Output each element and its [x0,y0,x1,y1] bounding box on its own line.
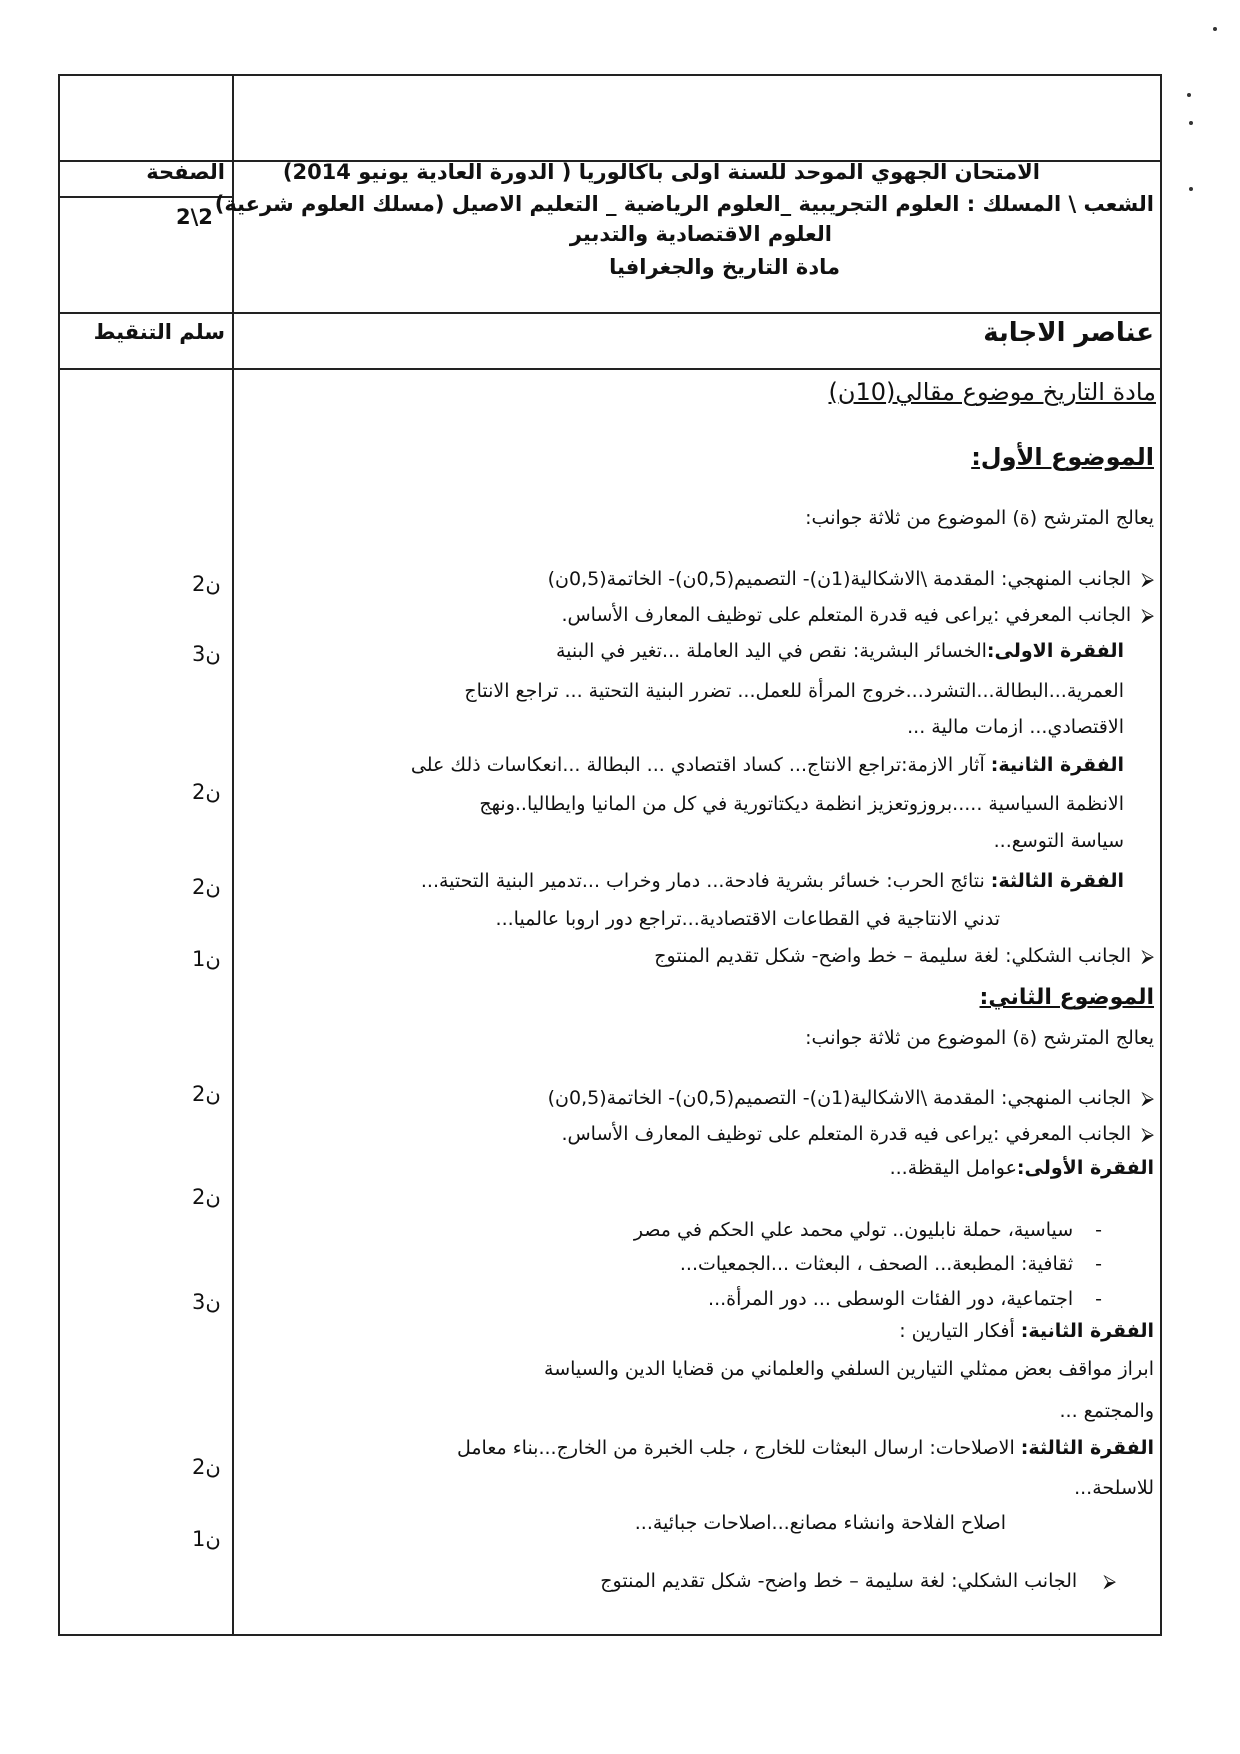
topic1-paragraph2-line2: الانظمة السياسية .....بروزوتعزيز انظمة ديكتاتورية في كل من المانيا وايطاليا..ونهج [479,793,1124,815]
section-title: مادة التاريخ موضوع مقالي(10ن) [828,378,1156,406]
bullet-arrow-icon: ⮚ [1141,1124,1154,1145]
topic1-intro: يعالج المترشح (ة) الموضوع من ثلاثة جوانب: [805,507,1154,529]
topic2-list-item: -ثقافية: المطبعة... الصحف ، البعثات ...الجمعيات... [679,1253,1102,1275]
topic1-method: ⮚الجانب المنهجي: المقدمة \الاشكالية(1ن)- التصميم(0,5ن)- الخاتمة(0,5ن) [547,568,1154,590]
topic2-score-method: 2ن [192,1082,221,1106]
topic2-paragraph2: الفقرة الثانية: أفكار التيارين : [899,1320,1154,1342]
exam-streams-continued: العلوم الاقتصادية والتدبير [569,222,832,246]
topic1-score-p1: 3ن [192,642,221,666]
topic2-paragraph3-line2: للاسلحة... [1074,1477,1154,1499]
topic2-paragraph3-line3: اصلاح الفلاحة وانشاء مصانع...اصلاحات جبائية... [634,1512,1006,1534]
scan-speck [1189,121,1193,125]
topic2-score-p3: 2ن [192,1455,221,1479]
scan-speck [1213,27,1217,31]
topic1-form: ⮚الجانب الشكلي: لغة سليمة – خط واضح- شكل تقديم المنتوج [654,945,1154,967]
topic2-paragraph2-line1: ابراز مواقف بعض ممثلي التيارين السلفي والعلماني من قضايا الدين والسياسة [544,1358,1154,1380]
topic1-score-form: 1ن [192,947,221,971]
topic2-score-p1: 2ن [192,1185,221,1209]
grading-column-header: سلم التنقيط [93,320,225,344]
exam-title: الامتحان الجهوي الموحد للسنة اولى باكالوريا ( الدورة العادية يونيو 2014) [282,160,1040,184]
answers-column-header: عناصر الاجابة [983,318,1154,348]
row-divider-columns [58,368,1162,370]
exam-subject: مادة التاريخ والجغرافيا [609,255,840,279]
topic2-paragraph2-line2: والمجتمع ... [1059,1400,1154,1422]
topic1-paragraph1: الفقرة الاولى:الخسائر البشرية: نقص في اليد العاملة ...تغير في البنية [555,640,1124,662]
topic2-score-p2: 3ن [192,1290,221,1314]
bullet-arrow-icon: ⮚ [1141,569,1154,590]
topic2-method: ⮚الجانب المنهجي: المقدمة \الاشكالية(1ن)- التصميم(0,5ن)- الخاتمة(0,5ن) [547,1087,1154,1109]
scan-speck [1187,93,1191,97]
topic1-paragraph3-line2: تدني الانتاجية في القطاعات الاقتصادية...تراجع دور اروبا عالميا... [495,908,1000,930]
page-number: 2\2 [176,205,213,229]
exam-streams: الشعب \ المسلك : العلوم التجريبية _العلوم الرياضية _ التعليم الاصيل (مسلك العلوم شرعية) [214,192,1154,216]
scan-speck [1189,187,1193,191]
topic1-knowledge: ⮚الجانب المعرفي :يراعى فيه قدرة المتعلم على توظيف المعارف الأساس. [561,604,1154,626]
topic1-paragraph2: الفقرة الثانية: آثار الازمة:تراجع الانتاج... كساد اقتصادي ... البطالة ...انعكاسات ذلك على [410,754,1124,776]
topic2-knowledge: ⮚الجانب المعرفي :يراعى فيه قدرة المتعلم على توظيف المعارف الأساس. [561,1123,1154,1145]
row-divider-subject [58,312,1162,314]
topic1-paragraph1-line2: العمرية...البطالة...التشرد...خروج المرأة للعمل... تضرر البنية التحتية ... تراجع الانتاج [464,680,1124,702]
bullet-arrow-icon: ⮚ [1141,1088,1154,1109]
bullet-arrow-icon: ⮚ [1141,946,1154,967]
column-divider [232,74,234,1636]
topic2-list-item: -اجتماعية، دور الفئات الوسطى ... دور المرأة... [708,1288,1102,1310]
topic1-paragraph2-line3: سياسة التوسع... [993,830,1124,852]
topic2-paragraph3: الفقرة الثالثة: الاصلاحات: ارسال البعثات للخارج ، جلب الخبرة من الخارج...بناء معامل [456,1437,1154,1459]
page-cell-divider [58,196,234,198]
topic1-score-p3: 2ن [192,875,221,899]
topic2-paragraph1: الفقرة الأولى:عوامل اليقظة... [889,1157,1154,1179]
topic2-list-item: -سياسية، حملة نابليون.. تولي محمد علي الحكم في مصر [633,1219,1102,1241]
answer-table-frame [58,74,1162,1636]
topic1-title: الموضوع الأول: [971,443,1154,471]
topic1-score-method: 2ن [192,572,221,596]
bullet-arrow-icon: ⮚ [1141,605,1154,626]
topic1-paragraph1-line3: الاقتصادي... ازمات مالية ... [907,716,1124,738]
topic2-title: الموضوع الثاني: [979,985,1154,1010]
topic2-score-form: 1ن [192,1527,221,1551]
page-label: الصفحة [146,160,225,184]
topic2-form: ⮚الجانب الشكلي: لغة سليمة – خط واضح- شكل تقديم المنتوج [600,1570,1116,1592]
topic1-paragraph3: الفقرة الثالثة: نتائج الحرب: خسائر بشرية فادحة... دمار وخراب ...تدمير البنية التحتية... [420,870,1124,892]
bullet-arrow-icon: ⮚ [1103,1571,1116,1592]
topic2-intro: يعالج المترشح (ة) الموضوع من ثلاثة جوانب: [805,1027,1154,1049]
topic1-score-p2: 2ن [192,780,221,804]
